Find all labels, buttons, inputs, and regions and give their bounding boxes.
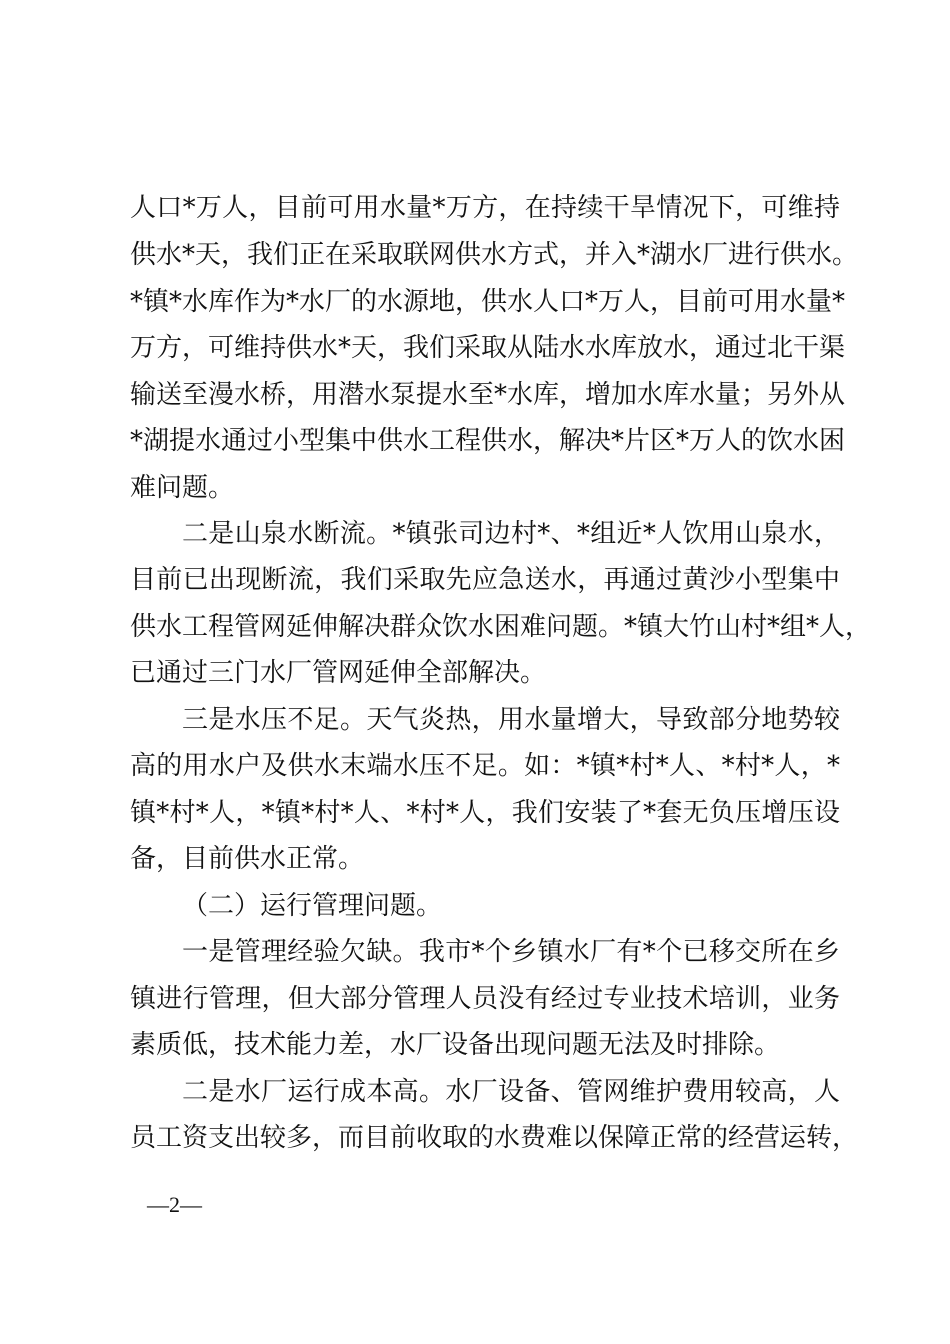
text-line: 备，目前供水正常。 — [130, 844, 365, 874]
page-number: —2— — [147, 1192, 202, 1217]
text-line: 素质低，技术能力差，水厂设备出现问题无法及时排除。 — [130, 1030, 781, 1060]
text-line: 员工资支出较多，而目前收取的水费难以保障正常的经营运转， — [130, 1123, 859, 1153]
paragraph-first-line: 三是水压不足。天气炎热，用水量增大，导致部分地势较 — [182, 705, 840, 735]
text-line: 目前已出现断流，我们采取先应急送水，再通过黄沙小型集中 — [130, 565, 840, 595]
text-line: 人口*万人，目前可用水量*万方，在持续干旱情况下，可维持 — [130, 193, 840, 223]
text-line: 供水*天，我们正在采取联网供水方式，并入*湖水厂进行供水。 — [130, 240, 859, 270]
text-line: 供水工程管网延伸解决群众饮水困难问题。*镇大竹山村*组*人， — [130, 612, 872, 642]
text-line: *湖提水通过小型集中供水工程供水，解决*片区*万人的饮水困 — [130, 426, 846, 456]
text-line: 镇进行管理，但大部分管理人员没有经过专业技术培训，业务 — [130, 984, 840, 1014]
text-line: 高的用水户及供水末端水压不足。如：*镇*村*人、*村*人，* — [130, 751, 840, 781]
text-line: 已通过三门水厂管网延伸全部解决。 — [130, 658, 547, 688]
paragraph-first-line: 二是水厂运行成本高。水厂设备、管网维护费用较高，人 — [182, 1077, 840, 1107]
text-line: *镇*水库作为*水厂的水源地，供水人口*万人，目前可用水量* — [130, 287, 846, 317]
text-line: 难问题。 — [130, 473, 235, 503]
paragraph-first-line: 一是管理经验欠缺。我市*个乡镇水厂有*个已移交所在乡 — [182, 937, 840, 967]
text-line: 输送至漫水桥，用潜水泵提水至*水库，增加水库水量；另外从 — [130, 380, 846, 410]
section-heading: （二）运行管理问题。 — [182, 891, 443, 921]
paragraph-first-line: 二是山泉水断流。*镇张司边村*、*组近*人饮用山泉水， — [182, 519, 840, 549]
text-line: 镇*村*人，*镇*村*人、*村*人，我们安装了*套无负压增压设 — [130, 798, 840, 828]
text-line: 万方，可维持供水*天，我们采取从陆水水库放水，通过北干渠 — [130, 333, 846, 363]
